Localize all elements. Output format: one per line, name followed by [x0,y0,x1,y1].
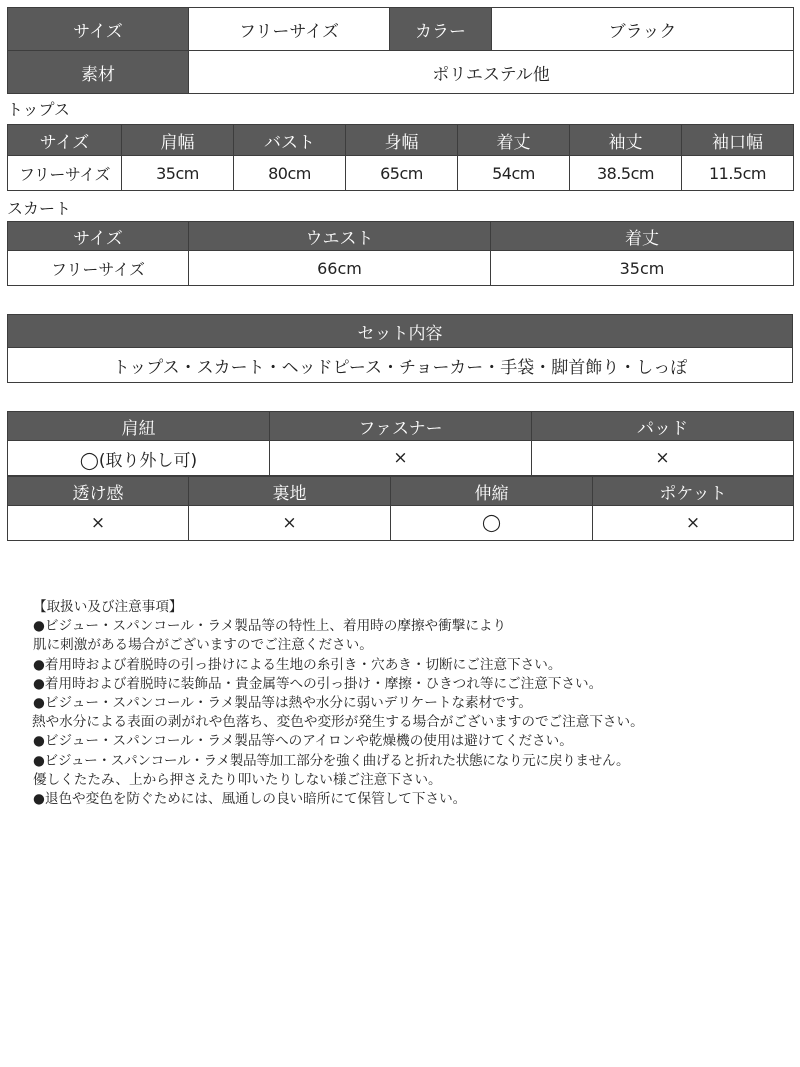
skirt-cell-size: フリーサイズ [8,251,189,286]
care-note-line: ●着用時および着脱時に装飾品・貴金属等への引っ掛け・摩擦・ひきつれ等にご注意下さい。 [33,675,603,692]
care-note-line: ●ビジュー・スパンコール・ラメ製品等は熱や水分に弱いデリケートな素材です。 [33,695,532,712]
feature-header-lining: 裏地 [189,477,391,506]
skirt-cell-length: 35cm [491,251,794,286]
care-note-line: ●ビジュー・スパンコール・ラメ製品等へのアイロンや乾燥機の使用は避けてください。 [33,733,573,750]
skirt-header-size: サイズ [8,222,189,251]
care-note-line: 熱や水分による表面の剥がれや色落ち、変色や変形が発生する場合がございますのでご注意下さい。 [32,714,644,731]
tops-section-title: トップス [7,100,70,119]
care-note-line: ●退色や変色を防ぐためには、風通しの良い暗所にて保管して下さい。 [33,791,467,808]
tops-cell-size: フリーサイズ [8,156,122,191]
feature-value-zipper: × [270,441,532,476]
feature-header-pocket: ポケット [593,477,794,506]
feature-value-pocket: × [593,506,794,541]
feature-header-zipper: ファスナー [270,412,532,441]
skirt-section-title: スカート [7,199,72,218]
skirt-header-length: 着丈 [491,222,794,251]
care-notes [33,598,793,809]
feature-header-stretch: 伸縮 [391,477,593,506]
tops-cell-shoulder: 35cm [122,156,234,191]
feature-value-stretch: ◯ [391,506,593,541]
spec-table [7,7,794,94]
skirt-header-waist: ウエスト [189,222,491,251]
care-note-line: ●着用時および着脱時の引っ掛けによる生地の糸引き・穴あき・切断にご注意下さい。 [33,656,562,673]
tops-header-sleeve-length: 袖丈 [570,125,682,156]
color-value: ブラック [492,8,794,51]
skirt-cell-waist: 66cm [189,251,491,286]
feature-value-straps: ◯(取り外し可) [8,441,270,476]
feature-value-sheerness: × [8,506,189,541]
material-value: ポリエステル他 [189,51,794,94]
feature-header-pads: パッド [532,412,794,441]
features-table-1 [7,411,794,476]
color-label: カラー [390,8,492,51]
feature-value-pads: × [532,441,794,476]
care-note-line: 優しくたたみ、上から押さえたり叩いたりしない様ご注意下さい。 [33,771,442,788]
size-label: サイズ [8,8,189,51]
care-note-line: ●ビジュー・スパンコール・ラメ製品等加工部分を強く曲げると折れた状態になり元に戻りません。 [33,752,630,769]
features-table-2 [7,476,794,541]
set-contents-header: セット内容 [8,315,793,348]
tops-cell-length: 54cm [458,156,570,191]
tops-header-shoulder: 肩幅 [122,125,234,156]
tops-header-size: サイズ [8,125,122,156]
feature-value-lining: × [189,506,391,541]
material-label: 素材 [8,51,189,94]
care-note-line: 肌に刺激がある場合がございますのでご注意ください。 [33,637,373,654]
feature-header-sheerness: 透け感 [8,477,189,506]
tops-header-length: 着丈 [458,125,570,156]
set-contents-value: トップス・スカート・ヘッドピース・チョーカー・手袋・脚首飾り・しっぽ [8,348,793,383]
care-note-line: ●ビジュー・スパンコール・ラメ製品等の特性上、着用時の摩擦や衝撃により [33,618,507,635]
feature-header-straps: 肩紐 [8,412,270,441]
tops-cell-body-width: 65cm [346,156,458,191]
tops-cell-sleeve-length: 38.5cm [570,156,682,191]
tops-cell-bust: 80cm [234,156,346,191]
tops-cell-cuff-width: 11.5cm [682,156,794,191]
set-contents-table [7,314,793,383]
tops-header-body-width: 身幅 [346,125,458,156]
skirt-size-table [7,221,794,286]
tops-size-table [7,124,794,191]
care-notes-title: 【取扱い及び注意事項】 [33,599,183,615]
size-value: フリーサイズ [189,8,390,51]
tops-header-bust: バスト [234,125,346,156]
tops-header-cuff-width: 袖口幅 [682,125,794,156]
